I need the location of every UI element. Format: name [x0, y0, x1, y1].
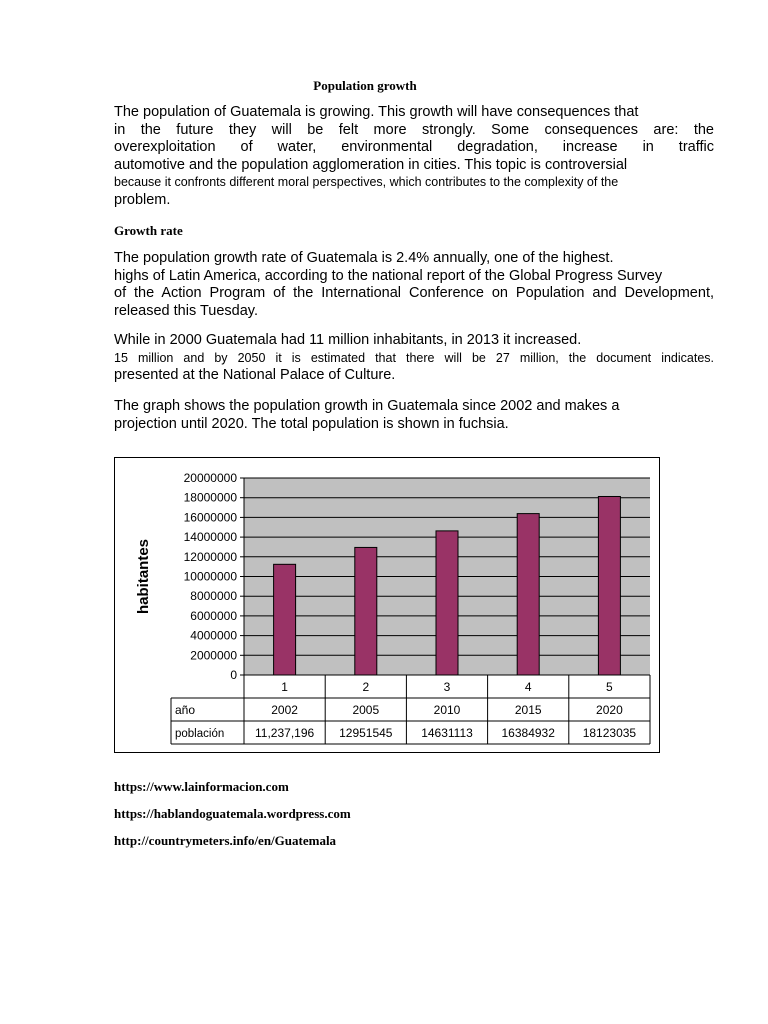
growth-line: released this Tuesday. [114, 302, 259, 319]
growth-line: The population growth rate of Guatemala is 2.4% annually, one of the highest. [114, 250, 614, 266]
bar [517, 514, 539, 675]
x-tick-label: 1 [281, 680, 288, 694]
table-population-cell: 16384932 [501, 726, 555, 740]
graph-line: The graph shows the population growth in Guatemala since 2002 and makes a [114, 398, 620, 414]
y-tick-label: 18000000 [183, 490, 237, 505]
y-tick-label: 4000000 [190, 628, 237, 643]
y-axis-label: habitantes [135, 538, 152, 615]
table-population-cell: 11,237,196 [255, 726, 315, 740]
table-population-cell: 18123035 [582, 726, 637, 740]
intro-line: in the future they will be felt more strongly. Some consequences are: the [114, 121, 714, 138]
y-tick-label: 20000000 [183, 471, 237, 485]
graph-paragraph [114, 398, 714, 433]
x-tick-label: 2 [362, 680, 370, 694]
growth-line: highs of Latin America, according to the national report of the Global Progress Survey [114, 267, 663, 284]
growth-line: of the Action Program of the International Conference on Population and Development, [114, 285, 714, 301]
bar [355, 547, 377, 675]
inhabitants-line: 15 million and by 2050 it is estimated that there will be 27 million, the document indicates. [114, 350, 714, 365]
table-row-label: población [175, 728, 225, 740]
y-tick-label: 10000000 [183, 569, 237, 584]
inhabitants-line: presented at the National Palace of Culture. [114, 367, 396, 383]
bar [436, 531, 458, 675]
intro-line: overexploitation of water, environmental degradation, increase in traffic [114, 139, 714, 155]
y-tick-label: 2000000 [190, 648, 237, 663]
table-year-cell: 2020 [596, 703, 623, 717]
growth-rate-heading: Growth rate [114, 223, 183, 238]
x-tick-label: 3 [443, 680, 451, 694]
source-link-3[interactable]: http://countrymeters.info/en/Guatemala [114, 833, 337, 848]
y-tick-label: 12000000 [183, 549, 237, 564]
inhabitants-line: While in 2000 Guatemala had 11 million inhabitants, in 2013 it increased. [114, 332, 582, 348]
table-year-cell: 2005 [352, 703, 380, 717]
growth-paragraph [114, 250, 714, 320]
intro-line: because it confronts different moral perspectives, which contributes to the complexity of the [114, 175, 619, 189]
table-year-cell: 2002 [271, 703, 298, 717]
source-link-2[interactable]: https://hablandoguatemala.wordpress.com [114, 806, 351, 821]
table-year-cell: 2015 [514, 703, 542, 717]
y-tick-label: 16000000 [183, 510, 237, 525]
table-row-label: año [175, 703, 196, 717]
intro-line: The population of Guatemala is growing. This growth will have consequences that [114, 104, 639, 120]
bar [274, 564, 296, 675]
y-tick-label: 0 [230, 668, 237, 682]
intro-line: automotive and the population agglomeration in cities. This topic is controversial [114, 156, 628, 173]
x-tick-label: 4 [524, 680, 532, 694]
page-title: Population growth [313, 78, 417, 93]
y-tick-label: 8000000 [190, 589, 237, 604]
y-tick-label: 14000000 [183, 530, 237, 545]
inhabitants-paragraph [114, 332, 714, 385]
population-chart [114, 457, 660, 753]
graph-line: projection until 2020. The total population is shown in fuchsia. [114, 415, 509, 432]
intro-paragraph [114, 104, 714, 209]
x-tick-label: 5 [606, 680, 613, 694]
chart-svg [115, 458, 659, 752]
intro-line: problem. [114, 191, 171, 208]
table-year-cell: 2010 [433, 703, 461, 717]
y-tick-label: 6000000 [190, 608, 237, 623]
source-link-1[interactable]: https://www.lainformacion.com [114, 779, 289, 794]
table-population-cell: 12951545 [339, 726, 393, 740]
bar [598, 496, 620, 675]
table-population-cell: 14631113 [421, 726, 473, 740]
